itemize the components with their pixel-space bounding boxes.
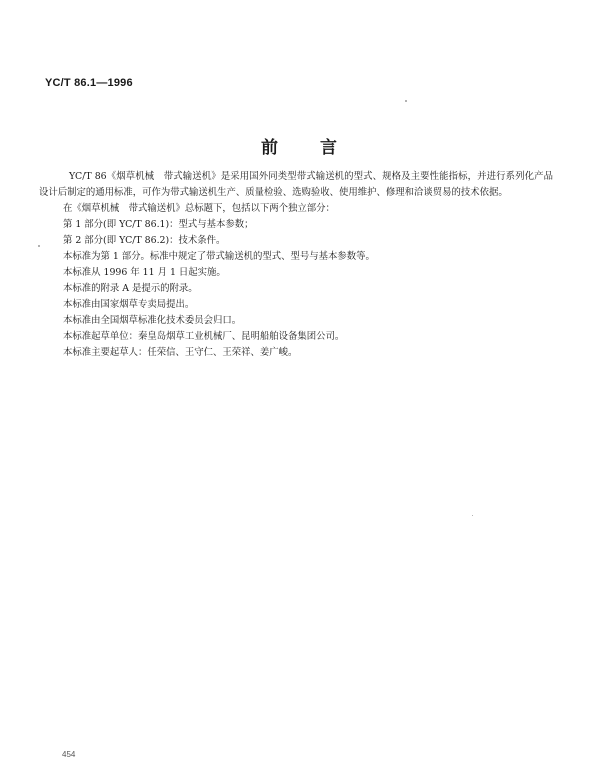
title-char-1: 前	[261, 138, 280, 158]
scan-speck	[472, 515, 473, 516]
paragraph-drafting-units: 本标准起草单位：秦皇岛烟草工业机械厂、昆明船舶设备集团公司。	[63, 331, 345, 342]
paragraph-managed-by: 本标准由全国烟草标准化技术委员会归口。	[63, 315, 242, 326]
paragraph-parts-intro: 在《烟草机械 带式输送机》总标题下，包括以下两个独立部分：	[63, 203, 335, 214]
paragraph-intro: YC/T 86《烟草机械 带式输送机》是采用国外同类型带式输送机的型式、规格及主要性能指标，并进行系列化产品设计后制定的通用标准，可作为带式输送机生产、质量检验、选购验收、使用维护、修理和洽谈贸易的技术依据。	[39, 171, 553, 198]
standard-code-header: YC/T 86.1—1996	[45, 77, 133, 89]
paragraph-part-2: 第 2 部分(即 YC/T 86.2)：技术条件。	[63, 235, 226, 246]
paragraph-effective-date: 本标准从 1996 年 11 月 1 日起实施。	[63, 267, 226, 278]
paragraph-drafters: 本标准主要起草人：任荣信、王守仁、王荣祥、姜广峻。	[63, 347, 298, 358]
page-number: 454	[62, 750, 76, 759]
paragraph-appendix: 本标准的附录 A 是提示的附录。	[63, 283, 198, 294]
scan-speck	[405, 100, 407, 102]
paragraph-part-1: 第 1 部分(即 YC/T 86.1)：型式与基本参数；	[63, 219, 254, 230]
foreword-body	[39, 169, 553, 361]
scan-speck	[38, 245, 40, 247]
title-char-2: 言	[320, 138, 339, 158]
page-title	[0, 133, 600, 158]
paragraph-scope: 本标准为第 1 部分。标准中规定了带式输送机的型式、型号与基本参数等。	[63, 251, 375, 262]
paragraph-proposed-by: 本标准由国家烟草专卖局提出。	[63, 299, 195, 310]
